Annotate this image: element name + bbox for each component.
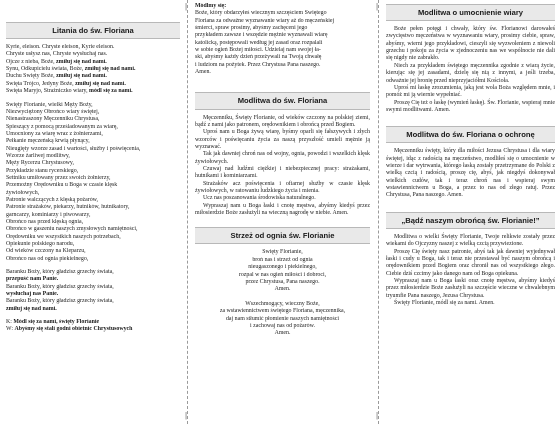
litany-line	[6, 66, 180, 73]
litany-line	[6, 59, 180, 66]
closing-line	[6, 326, 180, 333]
prayer-paragraph: Tak jak dawniej chroń nas od wojny, ognia, powodzi i wszelkich klęsk żywiołowych.	[195, 151, 370, 165]
prayer-title-st-florian: Modlitwa do św. Floriana	[195, 92, 370, 109]
prayer-paragraph: Uproś mi łaskę zrozumienia, jaką jest wola Boża względem mnie, i pomóż mi ją wiernie wypełniać.	[386, 84, 555, 99]
prayer-line	[195, 294, 370, 301]
litany-invocation: Obrońco nas przed klęską ognia,	[6, 219, 84, 226]
prayer-line: nieugaszonego i piekielnego,	[248, 264, 317, 271]
litany-line	[6, 306, 180, 313]
litany-invocation: Umocniony za wiarę wraz z żołnierzami,	[6, 130, 103, 137]
response-text: zmiłuj się nad nami.	[56, 58, 107, 65]
litany-invocation: Patronie walczących z klęską pożarów,	[6, 196, 99, 203]
litany-invocation: Patronie strażaków, piekarzy, hutników, hutnikatory,	[6, 204, 130, 211]
line-text: W:	[6, 326, 15, 333]
invocations-list	[6, 102, 180, 264]
litany-line	[6, 88, 180, 95]
line-text: Baranku Boży, który gładzisz grzechy świata,	[6, 269, 114, 276]
response-text: módl się za nami.	[89, 88, 133, 95]
kyrie-block	[6, 44, 180, 95]
fold-mark: |	[185, 2, 188, 11]
litany-line	[6, 73, 180, 80]
prayer-paragraph: Święty Florianie, módl się za nami. Amen.	[394, 299, 495, 306]
litany-invocation: żywiołowych,	[6, 189, 40, 196]
litany-closing-prayer	[195, 10, 370, 76]
prayer-paragraph: Ucz nas poszanowania środowiska naturalnego.	[203, 195, 316, 202]
line-text: Synu, Odkupicielu świata, Boże,	[6, 66, 85, 73]
panel-prayers-right	[380, 0, 560, 424]
response-text: zmiłuj się nad nami.	[6, 305, 57, 312]
line-text: Chryste usłysz nas, Chryste wysłuchaj nas.	[6, 51, 108, 58]
prayer-line: Wszechmogący, wieczny Boże,	[245, 300, 320, 307]
litany-invocation: Nieugięty wzorze zasad i wartości, służby i poświęcenia,	[6, 145, 141, 152]
litany-line	[6, 44, 180, 51]
litany-line	[6, 291, 180, 298]
closing-line	[6, 319, 180, 326]
closing-verses	[6, 319, 180, 334]
litany-line	[6, 269, 180, 276]
line-text: Kyrie, eleison. Chryste eleison, Kyrie eleison.	[6, 44, 115, 51]
litany-title: Litania do św. Floriana	[6, 22, 180, 39]
prayer-protection-text	[386, 148, 555, 199]
line-text: Święta Trójco, Jedyny Boże,	[6, 80, 76, 87]
prayer-line: rozpal w nas ogień miłości i dobroci,	[238, 271, 327, 278]
litany-invocation: Orędowniku we wszystkich naszych potrzebach,	[6, 233, 121, 240]
litany-line	[6, 81, 180, 88]
litany-invocation: Od wieków czczony na Kleparzu,	[6, 248, 86, 255]
litany-invocation: Settniku umiłowany przez swoich żołnierzy,	[6, 174, 111, 181]
lamb-of-god-block	[6, 269, 180, 313]
litany-invocation: Przykładzie stanu rycerskiego,	[6, 167, 79, 174]
prayer-line: katolicką, postępowali według jej zasad oraz rozpalali	[195, 39, 323, 46]
prayer-line: Amen.	[274, 286, 291, 293]
line-text: Baranku Boży, który gładzisz grzechy świata,	[6, 298, 114, 305]
prayer-paragraph: Męczenniku, Święty Florianie, od wieków czczony na polskiej ziemi, bądź z nami jako patronem, orędownikiem i obrońcą przed Bogiem.	[195, 114, 370, 128]
prayer-paragraph: Czuwaj nad ludźmi ciężkiej i niebezpiecznej pracy: strażakami, hutnikami i kominiarzami.	[195, 165, 370, 180]
prayer-line: w sobie ogień Bożej miłości. Udzielaj nam swojej ła-	[195, 47, 321, 54]
prayer-title-defender: „Bądź naszym obrońcą św. Florianie!”	[386, 212, 555, 229]
prayer-line: Boże, który obdarzyłeś wiecznym szczęściem Świętego	[195, 10, 327, 17]
prayer-line: i ludziom na pożytek. Przez Chrystusa Pana naszego.	[195, 61, 321, 68]
litany-invocation: Spieszący z pomocą prześladowanym za wiarę,	[6, 123, 118, 130]
prayer-paragraph: Proszę Cię też o łaskę (wymień łaskę). Św. Florianie, wspieraj mnie swymi modlitwami. Amen.	[386, 99, 555, 113]
prayer-paragraph: Modlitwa o wielki Święty Florianie, Twoje relikwie zostały przez wiekami do Ojczyzny naszej z wielką czcią przywiezione.	[386, 233, 555, 248]
prayer-paragraph: Uproś nam u Boga żywą wiarę, byśmy oparli się fałszywych i złych wzorców i poświęcaniu życia za naszą przyszłość umieli mężnie ją wyznawać.	[195, 129, 370, 150]
litany-line	[6, 298, 180, 305]
fold-line-right	[378, 0, 379, 424]
prayer-paragraph: Boże pełen potęgi i chwały, który św. Florianowi darowałeś zwycięstwo męczeństwa w wyznawaniu wiary, prosimy ciebie, spraw, abyśmy, wierni jego przykładowi, cieszyli się wyzwoleniem z niewoli grzechu i pokoju za życia w zjednoczeniu nas we wspólnocie nie dali się nigdy nie zabrakło.	[386, 26, 555, 62]
fold-line-left	[187, 0, 188, 424]
fold-mark: |	[376, 411, 379, 420]
response-text: zmiłuj się nad nami.	[75, 80, 126, 87]
fold-mark: |	[185, 411, 188, 420]
prayer-paragraph: Wypraszaj nam u Boga łaski i cnotę męstwa, abyśmy kiedyś przez miłosierdzie Boże zasłużyli na wieczną nagrodę w niebie. Amen.	[195, 202, 370, 217]
response-text: wysłuchaj nas Panie.	[6, 291, 59, 298]
prayer-line: Święty Florianie,	[262, 249, 303, 256]
prayer-line: przykładem zawsze i wszędzie mężnie wyznawali wiarę	[195, 32, 328, 39]
prayer-paragraph: Strażaków acz poświęcenia i ofiarnej służby w czasie klęsk żywiołowych, w ratowaniu ludzkiego życia i mienia.	[195, 180, 370, 194]
litany-invocation: Opiekunie polskiego narodu,	[6, 241, 75, 248]
litany-invocation: Niezwyciężony Obrońco wiary świętej,	[6, 108, 100, 115]
prayer-defender-text	[386, 234, 555, 307]
prayer-line: przez Chrystusa, Pana naszego.	[245, 278, 320, 285]
line-text: K:	[6, 319, 14, 326]
prayer-line: Amen.	[274, 330, 291, 337]
prayer-title-protection: Modlitwa do św. Floriana o ochronę	[386, 126, 555, 143]
litany-invocation: Nienastraszony Męczenniku Chrystusa,	[6, 116, 100, 123]
prayer-heading: Módlmy się:	[195, 3, 227, 9]
prayer-title-fire-protection: Strzeż od ognia św. Florianie	[195, 227, 370, 244]
fold-mark: |	[376, 2, 379, 11]
response-text: zmiłuj się nad nami.	[56, 73, 107, 80]
response-text: przepuść nam Panie.	[6, 276, 59, 283]
prayer-paragraph: Wypraszaj nam u Boga łaski oraz cnotę męstwa, abyśmy kiedyś przez miłosierdzie Boże zasłużyli na szczęście wieczne w chwalebnym tryumfie Pana naszego, Jezusa Chrystusa.	[386, 277, 555, 299]
litany-invocation: Święty Florianie, wielki Męży Boży,	[6, 101, 93, 108]
prayer-paragraph: Proszę Cię święty nasz patronie, abyś tak jak dawniej wyjednywał łaski i cudy u Boga, tak i teraz nie przestawał być naszym obrońcą i orędownikiem przed Bogiem oraz chronił nas od wszystkiego złego. Ciebie dziś czcimy jako danego nam od Boga opiekuna.	[386, 248, 555, 277]
litany-invocation: Przemożny Orędowniku u Boga w czasie klęsk	[6, 182, 118, 189]
prayer-title-faith: Modlitwa o umocnienie wiary	[386, 4, 555, 21]
panel-prayers-middle	[189, 0, 379, 424]
prayer-line: i zachowaj nas od pożarów.	[250, 322, 315, 329]
panel-litany	[0, 0, 186, 424]
prayer-st-florian-text	[195, 115, 370, 218]
prayer-line: daj nam stłumić płomienie naszych namiętności	[225, 315, 340, 322]
prayer-paragraph: Męczenniku święty, który dla miłości Jezusa Chrystusa i dla wiary świętej, idąc z radością na męczeństwo, modliłeś się o umocnienie w wierze i dar wytrwania, którego łaską zostały przetrzymane do Polski z wielką czcią i radością, proszę cię, abyś, jak niegdyś dokonywał wielkich cudów, tak i teraz chroń nas i wspieraj swym wstawiennictwem u Boga, a przez to nas od złego ratuj. Przez Chrystusa, Pana naszego. Amen.	[386, 148, 555, 199]
response-text: zmiłuj się nad nami.	[84, 66, 136, 73]
prayer-line: Floriana za odważne wyznawanie wiary aż do męczeńskiej	[195, 17, 335, 24]
prayer-line: ski, abyśmy każdy dzień przeżywali na Twoją chwałę	[195, 54, 322, 61]
prayer-paragraph: Niech za przykładem świętego męczennika zgodnie z wiarą życie, kierując się jej zasadami, dzielę się nią z innymi, a jeśli trzeba, odważnie jej bronię przed nieprzyjaciółmi Kościoła.	[386, 62, 555, 84]
response-text: Módl się za nami, święty Florianie	[13, 319, 100, 326]
prayer-line: za wstawiennictwem świętego Floriana, męczennika,	[219, 308, 346, 315]
litany-line	[6, 276, 180, 283]
litany-invocation: Wzorze żarliwej modlitwy,	[6, 152, 70, 159]
line-text: Święta Maryjo, Strażniczko wiary,	[6, 88, 90, 95]
response-text: Abyśmy się stali godni obietnic Chrystusowych	[14, 326, 133, 333]
prayer-line: broń nas i strzeż od ognia	[252, 256, 313, 263]
litany-line	[6, 51, 180, 58]
line-text: Duchu Święty Boże,	[6, 73, 57, 80]
line-text: Ojcze z nieba, Boże,	[6, 58, 57, 65]
prayer-faith-text	[386, 26, 555, 114]
prayer-line: Amen.	[195, 69, 211, 76]
litany-invocation: Obrońco nas od ognia piekielnego,	[6, 255, 89, 262]
prayer-line: śmierci, spraw prosimy, abyśmy zachęceni jego	[195, 25, 308, 32]
line-text: Baranku Boży, który gładzisz grzechy świata,	[6, 283, 114, 290]
litany-invocation: garncarzy, kominiarzy i piwowarzy,	[6, 211, 91, 218]
prayer-fire-protection-text	[195, 249, 370, 337]
litany-invocation: Męży Rycerzu Chrystusowy,	[6, 160, 74, 167]
litany-invocation: Pełkanie męczeńską krwią płynący,	[6, 138, 90, 145]
litany-invocation: Obrońco w gaszeniu naszych zmysłowych namiętności,	[6, 226, 138, 233]
litany-line	[6, 284, 180, 291]
